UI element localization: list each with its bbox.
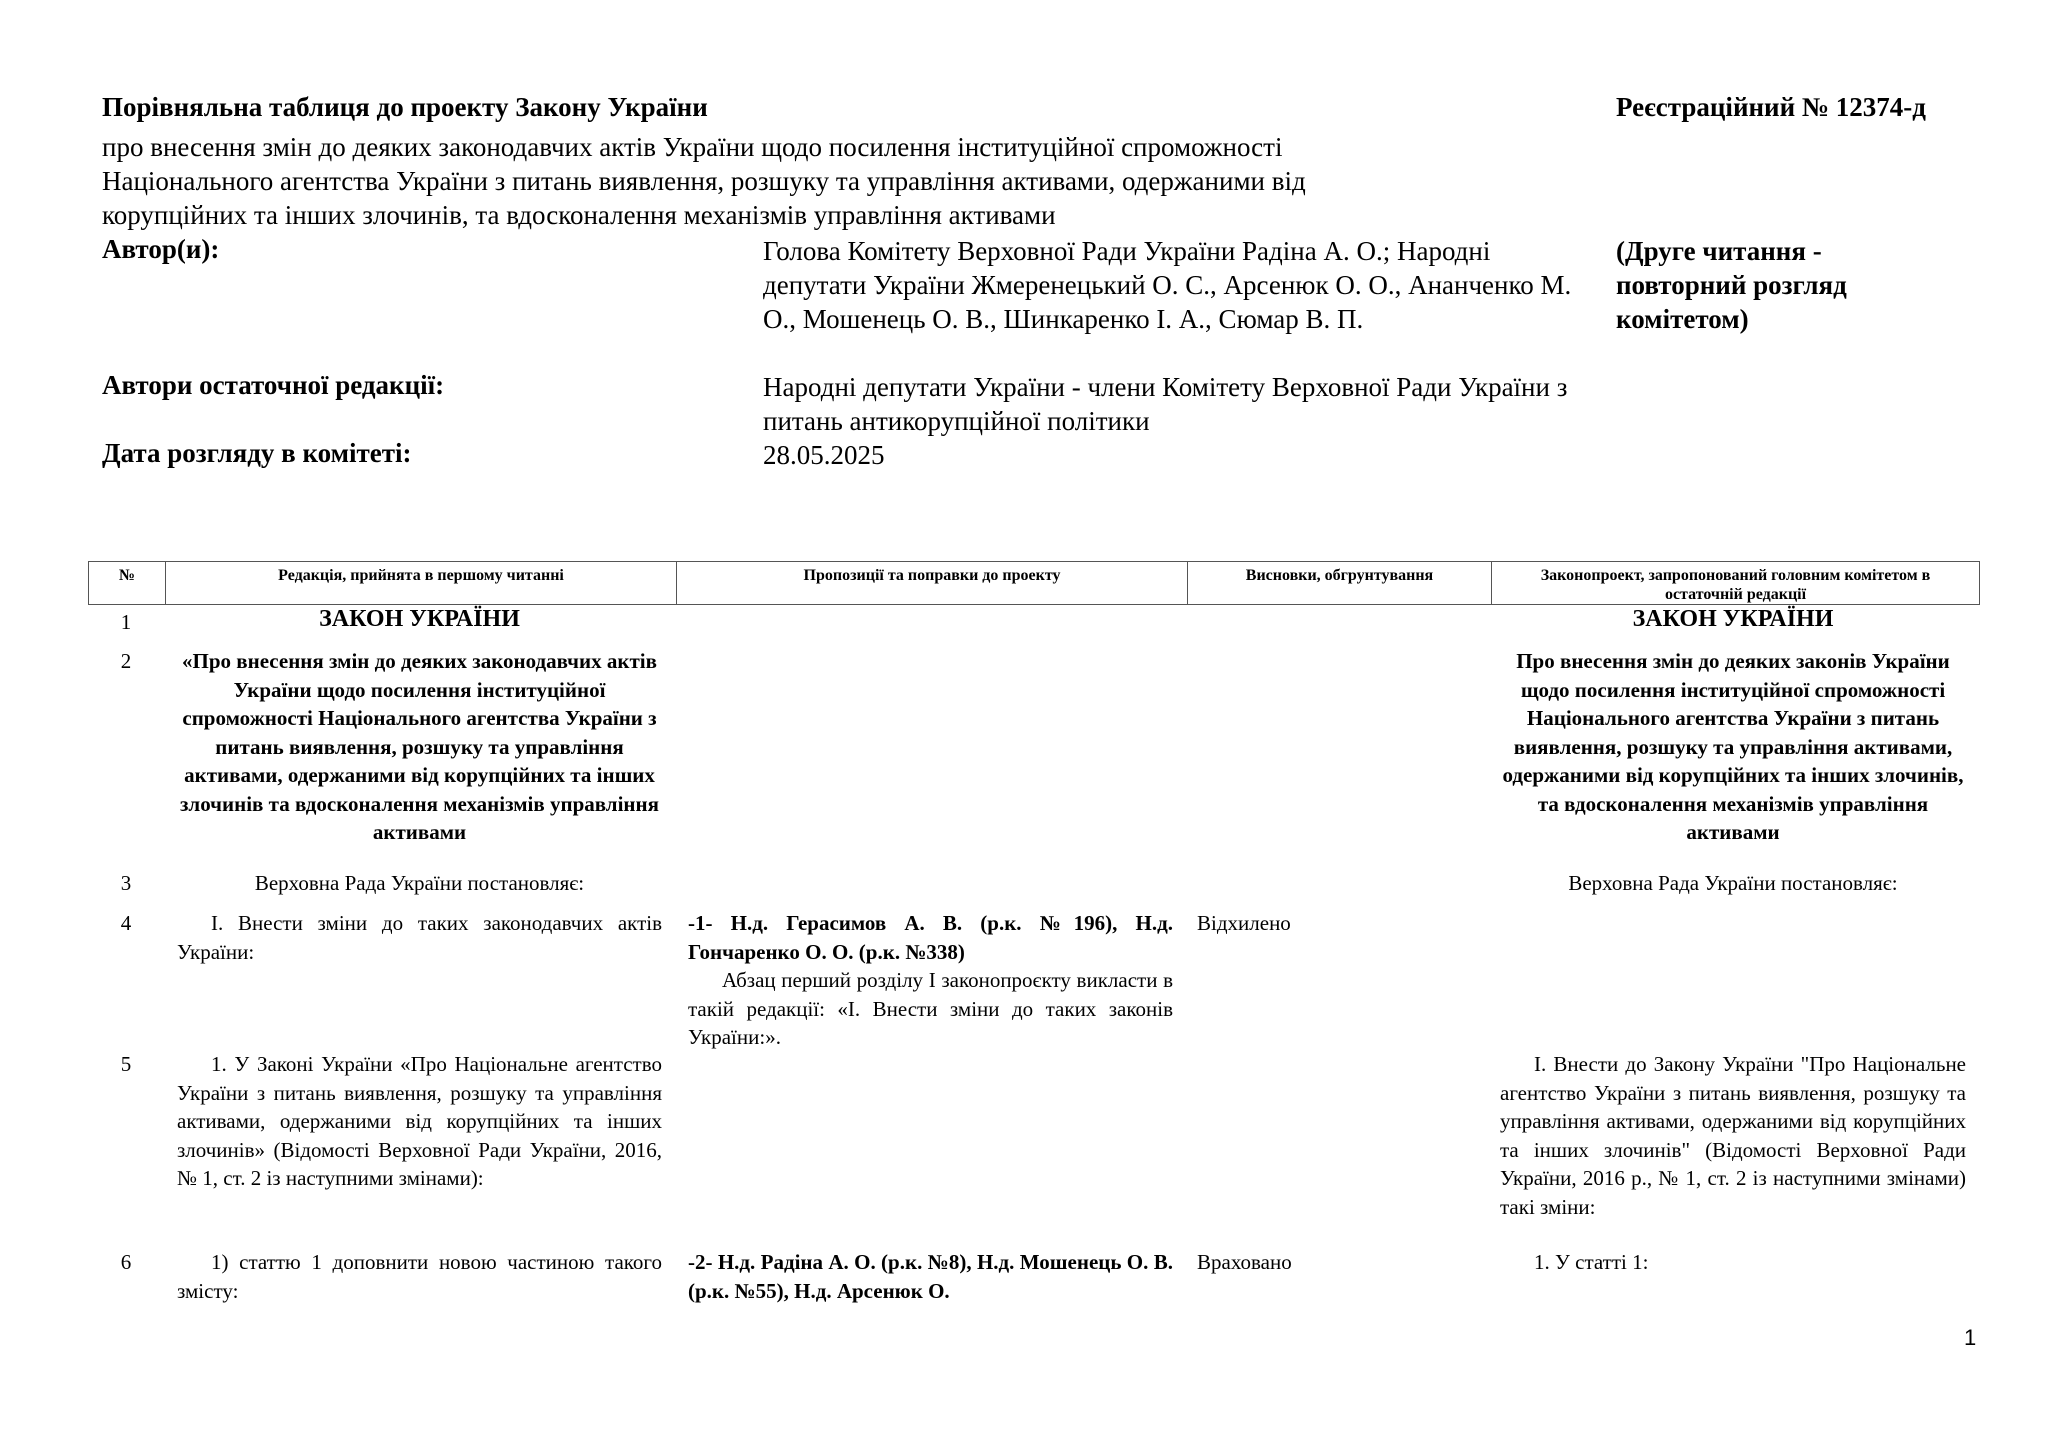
date-value: 28.05.2025 <box>763 440 885 470</box>
first-reading-text: I. Внести зміни до таких законодавчих актів України: <box>177 911 662 964</box>
reading-note: (Друге читання - повторний розгляд комітетом) <box>1616 236 1847 334</box>
proposal-authors: -2- Н.д. Радіна А. О. (р.к. №8), Н.д. Мошенець О. В. (р.к. №55), Н.д. Арсенюк О. <box>688 1250 1173 1303</box>
final-authors-value: Народні депутати України - члени Комітету Верховної Ради України з питань антикорупційної політики <box>763 372 1568 436</box>
row-number: 6 <box>120 1250 132 1274</box>
proposal-authors: -1- Н.д. Герасимов А. В. (р.к. №196), Н.д. Гончаренко О. О. (р.к. №338) <box>688 911 1173 964</box>
column-header-final-text: Законопроект, запропонований головним комітетом в остаточній редакції <box>1540 567 1931 603</box>
document-subtitle <box>102 130 1602 232</box>
row-number: 1 <box>120 610 132 634</box>
final-authors-label: Автори остаточної редакції: <box>102 370 445 400</box>
subtitle-line: корупційних та інших злочинів, та вдосконалення механізмів управління активами <box>102 200 1056 230</box>
document-title: Порівняльна таблиця до проекту Закону України <box>102 92 708 122</box>
subtitle-line: Національного агентства України з питань виявлення, розшуку та управління активами, одержаними від <box>102 166 1306 196</box>
column-header-first-reading: Редакція, прийнята в першому читанні <box>166 562 677 604</box>
first-reading-text: «Про внесення змін до деяких законодавчих актів України щодо посилення інституційної спроможності Національного агентства України з питань виявлення, розшуку та управління активами, одержаними від корупційних та інших злочинів та вдосконалення механізмів управління активами <box>179 649 659 844</box>
row-number: 2 <box>120 649 132 673</box>
final-text: 1. У статті 1: <box>1534 1250 1649 1274</box>
first-reading-text: 1) статтю 1 доповнити новою частиною такого змісту: <box>177 1250 662 1303</box>
first-reading-text: Верховна Рада України постановляє: <box>254 871 585 895</box>
final-text: ЗАКОН УКРАЇНИ <box>1632 606 1834 632</box>
page-number: 1 <box>1964 1325 1977 1350</box>
row-number: 3 <box>120 871 132 895</box>
final-text: І. Внести до Закону України "Про Національне агентство України з питань виявлення, розшуку та управління активами, одержаними від корупційних та інших злочинів" (Відомості Верховної Ради України, 2016 р., № 1, ст. 2 із наступними змінами) такі зміни: <box>1500 1052 1966 1219</box>
conclusion-text: Відхилено <box>1197 911 1291 935</box>
proposal-text: Абзац перший розділу І законопроєкту викласти в такій редакції: «І. Внести зміни до таких законів України:». <box>688 968 1173 1049</box>
first-reading-text: ЗАКОН УКРАЇНИ <box>319 606 520 632</box>
authors-value: Голова Комітету Верховної Ради України Радіна А. О.; Народні депутати України Жмеренецький О. С., Арсенюк О. О., Ананченко М. О., Мошенець О. В., Шинкаренко І. А., Сюмар В. П. <box>763 236 1572 334</box>
proposal-block <box>688 909 1173 1052</box>
final-text: Про внесення змін до деяких законів України щодо посилення інституційної спроможності Національного агентства України з питань виявлення, розшуку та управління активами, одержаними від корупційних та інших злочинів, та вдосконалення механізмів управління активами <box>1502 649 1964 844</box>
final-text: Верховна Рада України постановляє: <box>1568 871 1898 895</box>
table-header <box>88 561 1980 605</box>
column-header-number: № <box>89 562 166 604</box>
row-number: 5 <box>120 1052 132 1076</box>
authors-label: Автор(и): <box>102 234 220 264</box>
column-header-conclusions: Висновки, обгрунтування <box>1188 562 1492 604</box>
subtitle-line: про внесення змін до деяких законодавчих актів України щодо посилення інституційної спроможності <box>102 132 1283 162</box>
conclusion-text: Враховано <box>1197 1250 1292 1274</box>
column-header-proposals: Пропозиції та поправки до проекту <box>677 562 1188 604</box>
date-label: Дата розгляду в комітеті: <box>102 438 412 468</box>
registration-number: Реєстраційний № 12374-д <box>1616 92 1926 122</box>
first-reading-text: 1. У Законі України «Про Національне агентство України з питань виявлення, розшуку та управління активами, одержаними від корупційних та інших злочинів» (Відомості Верховної Ради України, 2016, № 1, ст. 2 із наступними змінами): <box>177 1052 662 1190</box>
row-number: 4 <box>120 911 132 935</box>
